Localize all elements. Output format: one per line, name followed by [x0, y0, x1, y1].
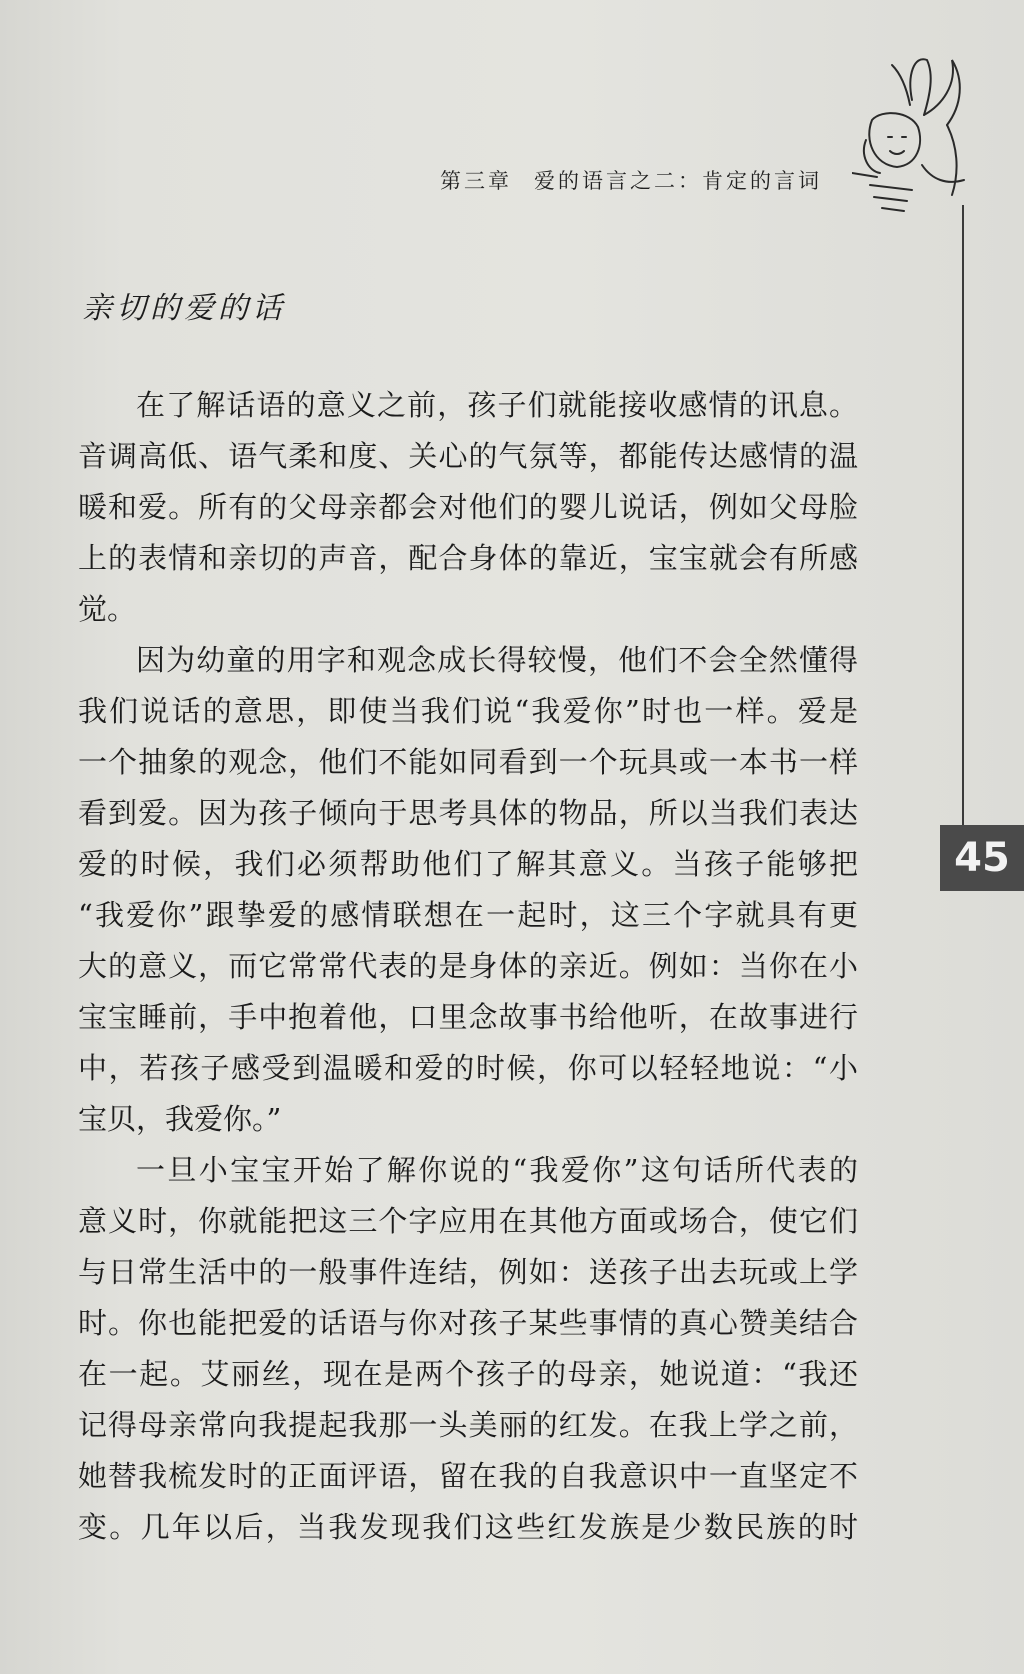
body-line: 意义时，你就能把这三个字应用在其他方面或场合，使它们 [78, 1204, 858, 1238]
body-line: 因为幼童的用字和观念成长得较慢，他们不会全然懂得 [136, 643, 858, 677]
chapter-number: 第三章 [440, 169, 512, 193]
body-line: 一个抽象的观念，他们不能如同看到一个玩具或一本书一样 [78, 745, 858, 779]
body-line: 记得母亲常向我提起我那一头美丽的红发。在我上学之前， [78, 1408, 858, 1442]
running-head [440, 165, 840, 195]
body-line: 我们说话的意思，即使当我们说“我爱你”时也一样。爱是 [78, 694, 858, 728]
page-number: 45 [940, 825, 1024, 891]
body-line: 宝宝睡前，手中抱着他，口里念故事书给他听，在故事进行 [78, 1000, 858, 1034]
body-line: 暖和爱。所有的父母亲都会对他们的婴儿说话，例如父母脸 [78, 490, 858, 524]
body-line: 上的表情和亲切的声音，配合身体的靠近，宝宝就会有所感 [78, 541, 858, 575]
body-line: 时。你也能把爱的话语与你对孩子某些事情的真心赞美结合 [78, 1306, 858, 1340]
body-line: 她替我梳发时的正面评语，留在我的自我意识中一直坚定不 [78, 1459, 858, 1493]
mother-child-illustration [852, 45, 982, 215]
section-title: 亲切的爱的话 [82, 291, 286, 326]
body-text [78, 380, 858, 1553]
body-line: 中，若孩子感受到温暖和爱的时候，你可以轻轻地说：“小 [78, 1051, 858, 1085]
body-line: 在一起。艾丽丝，现在是两个孩子的母亲，她说道：“我还 [78, 1357, 858, 1391]
body-line: 变。几年以后，当我发现我们这些红发族是少数民族的时 [78, 1510, 858, 1544]
body-line: 在了解话语的意义之前，孩子们就能接收感情的讯息。 [136, 388, 858, 422]
body-line: 一旦小宝宝开始了解你说的“我爱你”这句话所代表的 [136, 1153, 858, 1187]
body-line: 看到爱。因为孩子倾向于思考具体的物品，所以当我们表达 [78, 796, 858, 830]
body-line: 音调高低、语气柔和度、关心的气氛等，都能传达感情的温 [78, 439, 858, 473]
body-line: 觉。 [78, 592, 137, 626]
body-line: 宝贝，我爱你。” [78, 1102, 282, 1136]
body-line: “我爱你”跟挚爱的感情联想在一起时，这三个字就具有更 [78, 898, 858, 932]
body-line: 与日常生活中的一般事件连结，例如：送孩子出去玩或上学 [78, 1255, 858, 1289]
body-line: 爱的时候，我们必须帮助他们了解其意义。当孩子能够把 [78, 847, 858, 881]
chapter-title: 爱的语言之二：肯定的言词 [534, 169, 822, 193]
body-line: 大的意义，而它常常代表的是身体的亲近。例如：当你在小 [78, 949, 858, 983]
margin-rule [962, 205, 964, 850]
